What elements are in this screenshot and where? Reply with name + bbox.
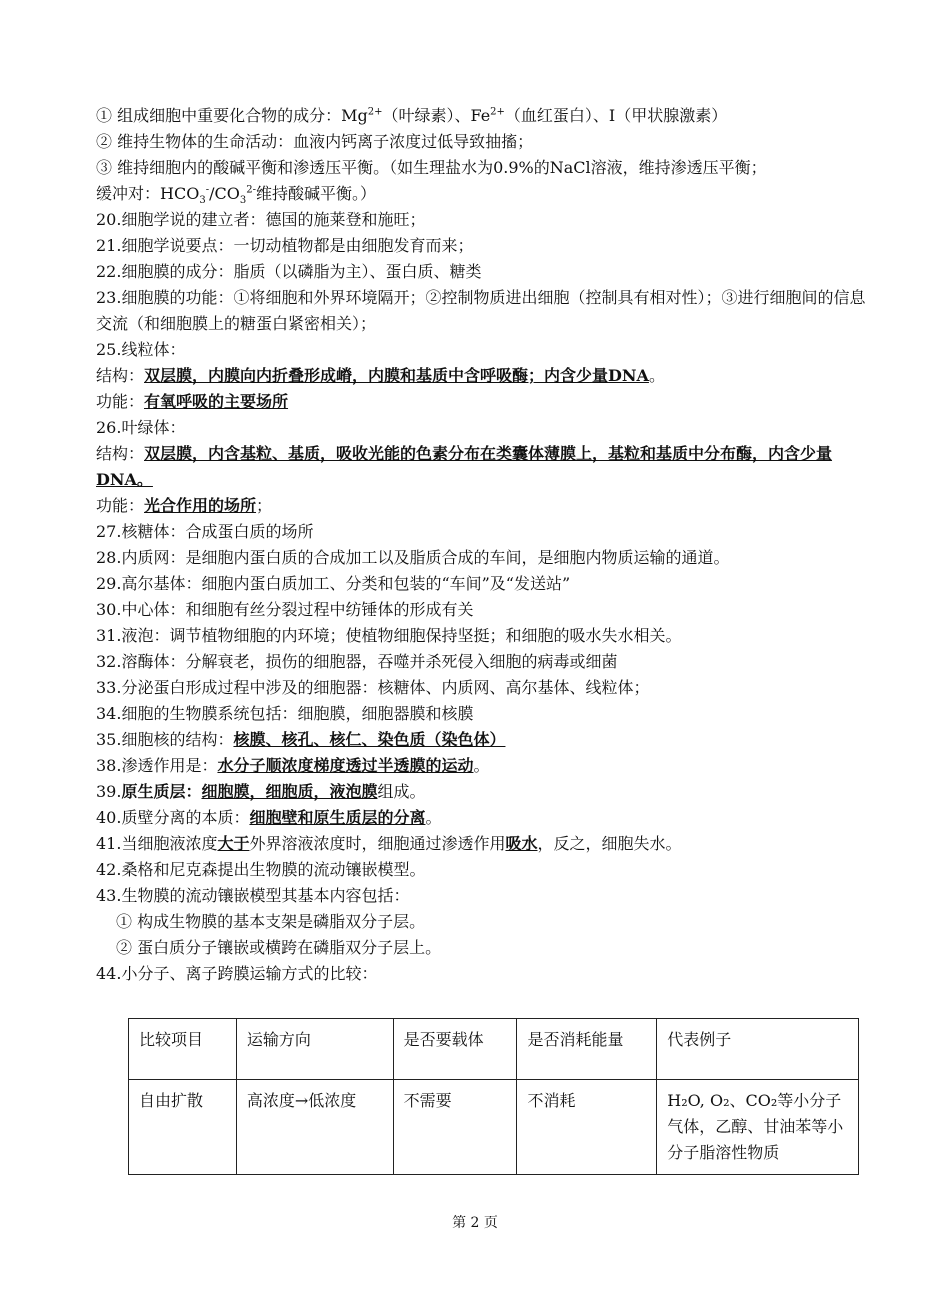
text-line: 功能：光合作用的场所； [96,496,273,515]
table-header-cell: 代表例子 [657,1019,859,1080]
text-paragraph: 23.细胞膜的功能：①将细胞和外界环境隔开；②控制物质进出细胞（控制具有相对性）；③进行细胞间的信息交流（和细胞膜上的糖蛋白紧密相关）； [96,288,866,333]
text-line: 30.中心体：和细胞有丝分裂过程中纺锤体的形成有关 [96,600,474,619]
text-line: 40.质壁分离的本质：细胞壁和原生质层的分离。 [96,808,442,827]
table-header-row [129,1019,859,1080]
text-line: 35.细胞核的结构：核膜、核孔、核仁、染色质（染色体） [96,730,506,749]
text-line: ① 构成生物膜的基本支架是磷脂双分子层。 [116,912,426,931]
text-line: 38.渗透作用是：水分子顺浓度梯度透过半透膜的运动。 [96,756,490,775]
table-cell: 不需要 [393,1080,517,1175]
text-line: 31.液泡：调节植物细胞的内环境；使植物细胞保持坚挺；和细胞的吸水失水相关。 [96,626,682,645]
table-cell: 不消耗 [517,1080,657,1175]
text-line: ③ 维持细胞内的酸碱平衡和渗透压平衡。（如生理盐水为0.9%的NaCl溶液，维持渗透压平衡； [96,158,767,177]
table-header-cell: 运输方向 [236,1019,393,1080]
comparison-table [128,1018,859,1175]
text-line: 26.叶绿体： [96,418,186,437]
text-line: 32.溶酶体：分解衰老，损伤的细胞器，吞噬并杀死侵入细胞的病毒或细菌 [96,652,618,671]
text-line: 20.细胞学说的建立者：德国的施莱登和施旺； [96,210,426,229]
text-line: 28.内质网：是细胞内蛋白质的合成加工以及脂质合成的车间，是细胞内物质运输的通道。 [96,548,730,567]
text-line: 27.核糖体：合成蛋白质的场所 [96,522,314,541]
table-header-cell: 是否要载体 [393,1019,517,1080]
page-number: 第 2 页 [452,1215,498,1231]
text-line: ② 蛋白质分子镶嵌或横跨在磷脂双分子层上。 [116,938,442,957]
text-line: 22.细胞膜的成分：脂质（以磷脂为主）、蛋白质、糖类 [96,262,482,281]
text-line: 41.当细胞液浓度大于外界溶液浓度时，细胞通过渗透作用吸水，反之，细胞失水。 [96,834,682,853]
table-cell: H₂O, O₂、CO₂等小分子气体，乙醇、甘油苯等小分子脂溶性物质 [657,1080,859,1175]
text-paragraph: 结构：双层膜，内含基粒、基质，吸收光能的色素分布在类囊体薄膜上，基粒和基质中分布酶，内含少量DNA。 [96,444,833,489]
text-line: ② 维持生物体的生命活动：血液内钙离子浓度过低导致抽搐； [96,132,534,151]
document-body [96,103,866,987]
text-line: 39.原生质层：细胞膜，细胞质，液泡膜组成。 [96,782,426,801]
table-cell: 高浓度→低浓度 [236,1080,393,1175]
table-cell: 自由扩散 [129,1080,237,1175]
table-header-cell: 是否消耗能量 [517,1019,657,1080]
text-line: 29.高尔基体：细胞内蛋白质加工、分类和包装的“车间”及“发送站” [96,574,571,593]
text-line: 43.生物膜的流动镶嵌模型其基本内容包括： [96,886,410,905]
text-line: 25.线粒体： [96,340,186,359]
text-line: 缓冲对：$HCO_3^-/CO_3^{2-}$维持酸碱平衡。） [96,184,376,207]
text-line: 33.分泌蛋白形成过程中涉及的细胞器：核糖体、内质网、高尔基体、线粒体； [96,678,650,697]
text-line: 34.细胞的生物膜系统包括：细胞膜，细胞器膜和核膜 [96,704,474,723]
text-line: 44.小分子、离子跨膜运输方式的比较： [96,964,378,983]
text-line: ① 组成细胞中重要化合物的成分：$Mg^{2+}$（叶绿素）、$Fe^{2+}$（血红蛋白）、I（甲状腺激素） [96,106,728,125]
text-line: 结构：双层膜，内膜向内折叠形成嵴，内膜和基质中含呼吸酶；内含少量DNA。 [96,366,665,385]
text-line: 42.桑格和尼克森提出生物膜的流动镶嵌模型。 [96,860,426,879]
table-header-cell: 比较项目 [129,1019,237,1080]
text-line: 21.细胞学说要点：一切动植物都是由细胞发育而来； [96,236,474,255]
table-row [129,1080,859,1175]
text-line: 功能：有氧呼吸的主要场所 [96,392,289,411]
